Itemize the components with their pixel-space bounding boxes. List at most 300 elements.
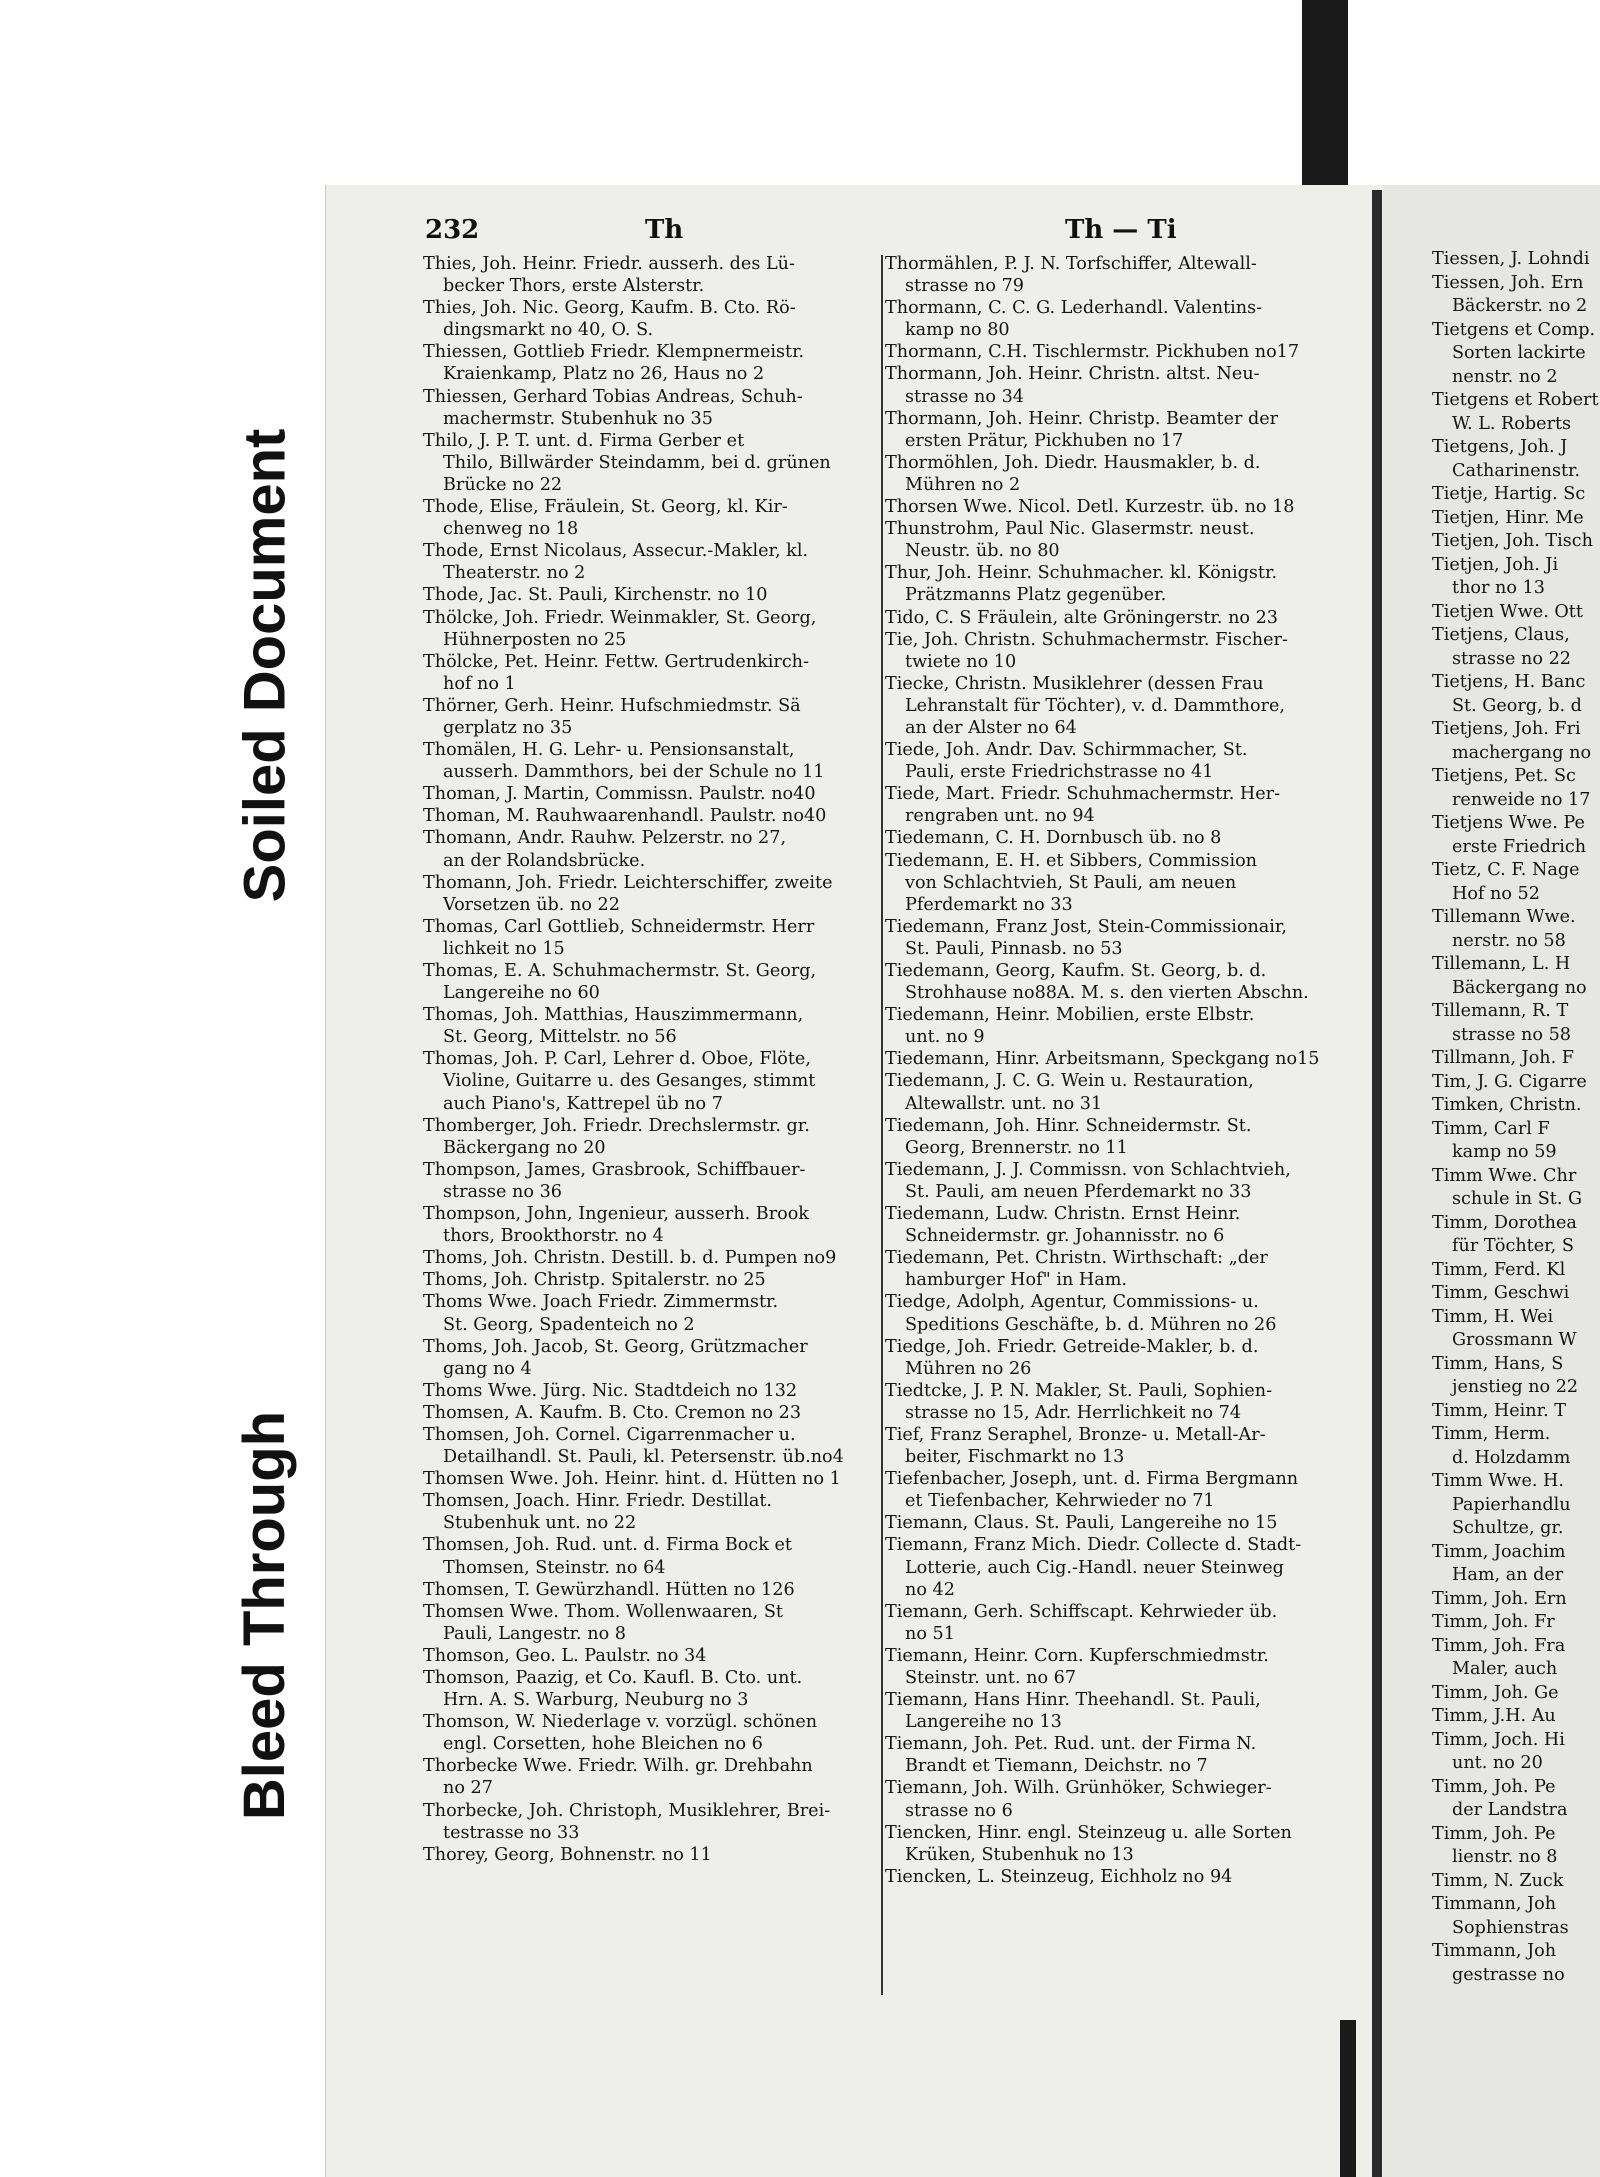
entry-line: Thomas, Joh. Matthias, Hauszimmermann, [423,1005,804,1026]
entry-line: Timm Wwe. Chr [1432,1165,1577,1186]
entry-line: Thilo, J. P. T. unt. d. Firma Gerber et [423,430,745,451]
entry-line: Tido, C. S Fräulein, alte Gröningerstr. no 23 [885,607,1278,628]
entry-line: Thoms, Joh. Jacob, St. Georg, Grützmacher [423,1336,808,1357]
directory-entry [885,827,1365,849]
entry-line: Tiemann, Heinr. Corn. Kupferschmiedmstr. [885,1645,1269,1666]
entry-line: Timm, Dorothea [1432,1212,1577,1233]
entry-line: Timm, Joch. Hi [1432,1729,1565,1750]
directory-entry [423,607,883,651]
entry-line: nenstr. no 2 [1452,366,1558,387]
entry-line: Tillemann Wwe. [1432,907,1576,927]
entry-continuation: kamp no 80 [905,320,1010,341]
entry-line: Timm, Geschwi [1432,1283,1570,1303]
directory-entry [885,408,1365,452]
entry-line: Thorbecke Wwe. Friedr. Wilh. gr. Drehbahn [423,1756,813,1777]
directory-entry [423,739,883,783]
page-header [425,215,1355,249]
directory-entry [423,1159,883,1203]
entry-line: St. Georg, b. d [1452,695,1582,716]
directory-entry [885,1115,1365,1159]
entry-line: gestrasse no [1452,1964,1565,1985]
directory-entry [885,1336,1365,1380]
directory-entry [885,1159,1365,1203]
entry-line: Sorten lackirte [1452,343,1586,363]
entry-line: Tiedemann, Joh. Hinr. Schneidermstr. St. [885,1115,1252,1136]
entry-continuation: Mühren no 2 [905,474,1021,495]
entry-line: Thode, Elise, Fräulein, St. Georg, kl. Kir- [423,497,788,518]
entry-line: Tiede, Mart. Friedr. Schuhmachermstr. Her- [885,784,1281,805]
running-head-right: Th — Ti [1065,215,1177,245]
directory-entry [885,562,1365,606]
entry-line: Tiessen, Joh. Ern [1432,272,1584,293]
entry-continuation: Stubenhuk unt. no 22 [443,1513,637,1534]
entry-continuation: becker Thors, erste Alsterstr. [443,276,705,297]
entry-line: jenstieg no 22 [1452,1377,1579,1397]
entry-continuation: strasse no 6 [905,1800,1013,1821]
directory-entry [885,1689,1365,1733]
directory-entry [885,1247,1365,1291]
entry-continuation: Steinstr. unt. no 67 [905,1668,1077,1688]
entry-line: Thiessen, Gottlieb Friedr. Klempnermeistr. [423,342,805,363]
entry-line: Thomann, Joh. Friedr. Leichterschiffer, zweite [423,872,833,893]
entry-line: Timm, Heinr. T [1432,1400,1567,1421]
directory-entry [885,1380,1365,1424]
entry-line: Tiencken, L. Steinzeug, Eichholz no 94 [885,1866,1233,1887]
entry-continuation: St. Georg, Spadenteich no 2 [443,1314,695,1335]
entry-line: für Töchter, S [1452,1236,1574,1256]
directory-entry [885,1822,1365,1866]
entry-continuation: an der Rolandsbrücke. [443,850,646,871]
entry-line: d. Holzdamm [1452,1447,1571,1468]
entry-continuation: Altewallstr. unt. no 31 [905,1093,1103,1114]
directory-entry [423,1269,883,1291]
entry-line: Catharinenstr. [1452,460,1581,481]
entry-line: Thomas, E. A. Schuhmachermstr. St. Georg, [423,961,817,981]
directory-entry [885,297,1365,341]
entry-line: Timmann, Joh [1432,1941,1557,1961]
page-number: 232 [425,215,480,245]
directory-entry [885,1866,1365,1888]
directory-entry [885,783,1365,827]
entry-line: Tiedtcke, J. P. N. Makler, St. Pauli, Sophien- [885,1380,1273,1401]
entry-continuation: Lehranstalt für Töchter), v. d. Dammthore, [905,695,1286,716]
entry-line: schule in St. G [1452,1189,1583,1209]
entry-line: Tiessen, J. Lohndi [1432,249,1590,269]
entry-continuation: lichkeit no 15 [443,938,565,959]
entry-line: Timm, Joh. Pe [1432,1823,1556,1844]
entry-line: Timm, Hans, S [1432,1353,1564,1374]
directory-entry [423,1667,883,1711]
entry-line: Timm, H. Wei [1432,1306,1554,1327]
entry-line: Tiedemann, E. H. et Sibbers, Commission [885,850,1257,871]
entry-line: Tiemann, Joh. Pet. Rud. unt. der Firma N. [885,1734,1257,1755]
entry-continuation: Pauli, Langestr. no 8 [443,1623,626,1644]
directory-entry [423,1247,883,1269]
entry-continuation: engl. Corsetten, hohe Bleichen no 6 [443,1734,763,1755]
entry-line: Thoms, Joh. Christp. Spitalerstr. no 25 [423,1270,766,1291]
entry-continuation: St. Pauli, Pinnasb. no 53 [905,938,1123,959]
entry-continuation: Krüken, Stubenhuk no 13 [905,1844,1134,1865]
entry-line: Tiemann, Hans Hinr. Theehandl. St. Pauli, [885,1690,1261,1711]
entry-line: Tiencken, Hinr. engl. Steinzeug u. alle Sorten [885,1822,1292,1843]
entry-line: Thormann, C. C. G. Lederhandl. Valentins- [885,298,1263,319]
binding-shadow [1340,2020,1356,2177]
directory-entry [423,297,883,341]
directory-entry [885,629,1365,673]
entry-continuation: Theaterstr. no 2 [443,563,586,584]
entry-continuation: strasse no 79 [905,276,1024,297]
entry-line: thor no 13 [1452,578,1545,598]
directory-entry [885,1291,1365,1335]
entry-line: Tietgens et Comp. [1432,319,1596,340]
entry-line: Bäckerstr. no 2 [1452,296,1588,316]
entry-continuation: rengraben unt. no 94 [905,806,1095,827]
entry-line: Timm, Joachim [1432,1541,1566,1562]
entry-line: Thomas, Carl Gottlieb, Schneidermstr. Herr [423,916,815,937]
directory-entry [885,673,1365,739]
entry-line: Tiedemann, J. J. Commissn. von Schlachtvieh, [885,1159,1291,1180]
entry-line: nerstr. no 58 [1452,930,1566,951]
entry-continuation: gerplatz no 35 [443,717,573,738]
entry-continuation: no 42 [905,1579,955,1600]
entry-line: Tietjens, Joh. Fri [1432,719,1581,739]
directory-entry [885,607,1365,629]
entry-continuation: Thomsen, Steinstr. no 64 [443,1557,666,1578]
entry-line: strasse no 22 [1452,648,1571,669]
entry-line: Thode, Ernst Nicolaus, Assecur.-Makler, kl. [423,541,809,562]
directory-entry [885,916,1365,960]
entry-continuation: Mühren no 26 [905,1358,1032,1379]
entry-line: Tietje, Hartig. Sc [1432,484,1586,504]
directory-entry [885,850,1365,916]
directory-entry [423,872,883,916]
entry-line: Tiedemann, Georg, Kaufm. St. Georg, b. d. [885,961,1267,981]
entry-line: Timm, Joh. Ge [1432,1682,1559,1703]
entry-line: Timm, Ferd. Kl [1432,1259,1566,1280]
entry-line: Timm Wwe. H. [1432,1471,1564,1491]
entry-line: Timm, J.H. Au [1432,1706,1556,1726]
binding-shadow [1302,0,1348,185]
directory-entry [423,1203,883,1247]
directory-entry [423,430,883,496]
entry-line: Tiefenbacher, Joseph, unt. d. Firma Bergmann [885,1469,1299,1490]
directory-entry [423,496,883,540]
entry-line: Tietjen Wwe. Ott [1432,601,1583,622]
entry-continuation: no 27 [443,1778,493,1799]
entry-continuation: ersten Prätur, Pickhuben no 17 [905,430,1184,451]
entry-line: Thörner, Gerh. Heinr. Hufschmiedmstr. Sä [423,695,801,716]
entry-line: Hof no 52 [1452,883,1540,904]
entry-line: strasse no 58 [1452,1024,1571,1045]
directory-entry [885,1468,1365,1512]
entry-line: Tiedemann, Franz Jost, Stein-Commissionair, [885,916,1287,937]
directory-entry [885,253,1365,297]
entry-line: Thormann, Joh. Heinr. Christp. Beamter der [885,408,1279,429]
stamp-text: Bleed Through [232,1410,298,1820]
entry-line: Tiemann, Claus. St. Pauli, Langereihe no 15 [885,1513,1278,1534]
entry-continuation: Vorsetzen üb. no 22 [443,894,620,915]
entry-line: Tief, Franz Seraphel, Bronze- u. Metall-Ar- [885,1424,1266,1445]
directory-entry [885,341,1365,363]
entry-continuation: ausserh. Dammthors, bei der Schule no 11 [443,762,825,783]
entry-line: Timm, Joh. Fra [1432,1635,1566,1656]
entry-continuation: Bäckergang no 20 [443,1137,606,1158]
entry-line: Thomsen, Joach. Hinr. Friedr. Destillat. [423,1491,772,1512]
entry-line: Thoms Wwe. Joach Friedr. Zimmermstr. [423,1292,779,1313]
entry-line: Thorsen Wwe. Nicol. Detl. Kurzestr. üb. no 18 [885,497,1295,518]
entry-line: Thomann, Andr. Rauhw. Pelzerstr. no 27, [423,828,787,849]
entry-line: Timm, Joh. Pe [1432,1776,1556,1797]
stamp-text: Soiled Document [232,428,298,902]
directory-entry [885,1004,1365,1048]
directory-entry [885,1512,1365,1534]
directory-entry [423,1004,883,1048]
directory-entry [885,1048,1365,1070]
directory-entry [885,496,1365,518]
directory-entry [423,1711,883,1755]
entry-continuation: strasse no 36 [443,1181,562,1202]
entry-continuation: Brücke no 22 [443,474,563,495]
entry-continuation: Schneidermstr. gr. Johannisstr. no 6 [905,1226,1225,1247]
entry-continuation: Brandt et Tiemann, Deichstr. no 7 [905,1756,1208,1777]
entry-line: Grossmann W [1452,1330,1577,1350]
entry-continuation: Neustr. üb. no 80 [905,541,1060,562]
entry-line: Thoman, J. Martin, Commissn. Paulstr. no40 [423,784,816,805]
directory-entry [423,1115,883,1159]
entry-line: Tillmann, Joh. F [1432,1048,1575,1068]
entry-line: Thomsen, Joh. Rud. unt. d. Firma Bock et [423,1535,792,1556]
entry-continuation: St. Pauli, am neuen Pferdemarkt no 33 [905,1181,1252,1202]
entry-continuation: et Tiefenbacher, Kehrwieder no 71 [905,1491,1215,1512]
entry-line: Thorey, Georg, Bohnenstr. no 11 [423,1844,712,1865]
entry-line: Tiedemann, Ludw. Christn. Ernst Heinr. [885,1204,1241,1225]
entry-line: Tim, J. G. Cigarre [1432,1071,1587,1092]
entry-line: Thomas, Joh. P. Carl, Lehrer d. Oboe, Flöte, [423,1049,811,1070]
entry-line: Tietgens et Robert [1432,390,1599,410]
entry-line: Thunstrohm, Paul Nic. Glasermstr. neust. [885,519,1255,540]
directory-entry [885,1070,1365,1114]
entry-line: Tiemann, Joh. Wilh. Grünhöker, Schwieger- [885,1778,1272,1799]
entry-line: Thormann, Joh. Heinr. Christn. altst. Neu- [885,364,1260,385]
directory-entry [423,827,883,871]
entry-line: Thomsen Wwe. Thom. Wollenwaaren, St [423,1601,783,1622]
entry-continuation: machermstr. Stubenhuk no 35 [443,408,713,429]
entry-line: Thoman, M. Rauhwaarenhandl. Paulstr. no40 [423,806,827,827]
directory-entry [423,1755,883,1799]
entry-line: Tiedemann, Hinr. Arbeitsmann, Speckgang no15 [885,1049,1320,1070]
entry-line: Thormählen, P. J. N. Torfschiffer, Altewall- [885,254,1257,274]
entry-line: Thies, Joh. Heinr. Friedr. ausserh. des Lü- [423,254,795,274]
entry-continuation: Prätzmanns Platz gegenüber. [905,585,1167,606]
entry-continuation: Strohhause no88A. M. s. den vierten Abschn. [905,983,1309,1004]
entry-line: W. L. Roberts [1452,413,1572,434]
directory-entry [423,1048,883,1114]
entry-continuation: thors, Brookthorstr. no 4 [443,1226,664,1247]
directory-column-left [423,253,883,1866]
directory-entry [423,695,883,739]
directory-entry [423,1380,883,1402]
entry-line: Thomberger, Joh. Friedr. Drechslermstr. gr. [423,1115,810,1136]
entry-line: Tiedemann, Pet. Christn. Wirthschaft: „der [885,1248,1268,1269]
entry-line: Timmann, Joh [1432,1894,1557,1914]
directory-entry [423,253,883,297]
entry-line: Tiemann, Gerh. Schiffscapt. Kehrwieder üb. [885,1601,1278,1622]
entry-line: Thode, Jac. St. Pauli, Kirchenstr. no 10 [423,585,768,606]
entry-continuation: Langereihe no 13 [905,1712,1062,1733]
directory-entry [423,1490,883,1534]
directory-entry [423,1291,883,1335]
directory-entry [423,1844,883,1866]
page-gutter [1372,190,1382,2177]
entry-line: Schultze, gr. [1452,1518,1564,1538]
entry-continuation: St. Georg, Mittelstr. no 56 [443,1027,677,1048]
entry-line: Thomson, W. Niederlage v. vorzügl. schönen [423,1712,818,1733]
entry-continuation: hof no 1 [443,673,516,694]
entry-line: Tietjen, Joh. Tisch [1432,531,1593,551]
directory-entry [885,518,1365,562]
entry-line: renweide no 17 [1452,789,1591,810]
directory-entry [423,386,883,430]
entry-continuation: strasse no 34 [905,386,1024,407]
entry-line: Timm, Joh. Fr [1432,1612,1555,1632]
directory-entry [423,783,883,805]
entry-line: Tietjens, H. Banc [1432,672,1586,692]
directory-entry [423,1424,883,1468]
entry-continuation: Georg, Brennerstr. no 11 [905,1137,1128,1158]
directory-entry [423,1645,883,1667]
directory-entry [885,1733,1365,1777]
directory-column-facing-page [1432,248,1600,1987]
entry-continuation: Lotterie, auch Cig.-Handl. neuer Steinweg [905,1557,1284,1578]
directory-entry [423,341,883,385]
entry-line: der Landstra [1452,1800,1568,1820]
entry-line: lienstr. no 8 [1452,1847,1558,1867]
entry-line: Timm, Joh. Ern [1432,1588,1567,1609]
entry-line: erste Friedrich [1452,836,1587,857]
entry-line: Thormöhlen, Joh. Diedr. Hausmakler, b. d. [885,452,1261,473]
soiled-document-stamp [215,355,315,975]
entry-line: Thomsen, A. Kaufm. B. Cto. Cremon no 23 [423,1402,802,1423]
entry-continuation: strasse no 15, Adr. Herrlichkeit no 74 [905,1402,1242,1423]
entry-continuation: Thilo, Billwärder Steindamm, bei d. grünen [443,452,831,473]
entry-line: Thölcke, Joh. Friedr. Weinmakler, St. Georg, [423,607,817,628]
entry-line: Timm, Carl F [1432,1118,1550,1139]
directory-entry [423,1579,883,1601]
entry-continuation: testrasse no 33 [443,1822,580,1843]
entry-line: Papierhandlu [1452,1494,1571,1515]
entry-continuation: no 51 [905,1623,955,1644]
entry-continuation: Hrn. A. S. Warburg, Neuburg no 3 [443,1690,749,1711]
entry-line: Tie, Joh. Christn. Schuhmachermstr. Fischer- [885,629,1288,650]
directory-entry [885,363,1365,407]
entry-line: Tiedemann, Heinr. Mobilien, erste Elbstr. [885,1005,1255,1026]
entry-continuation: Langereihe no 60 [443,983,600,1004]
entry-line: Tiemann, Franz Mich. Diedr. Collecte d. Stadt- [885,1535,1302,1556]
entry-line: Thomson, Paazig, et Co. Kaufl. B. Cto. unt. [423,1668,803,1688]
entry-line: Thoms Wwe. Jürg. Nic. Stadtdeich no 132 [423,1380,798,1401]
directory-entry [423,651,883,695]
entry-line: Ham, an der [1452,1565,1564,1585]
entry-continuation: hamburger Hof" in Ham. [905,1270,1127,1291]
entry-line: Thompson, John, Ingenieur, ausserh. Brook [423,1204,809,1225]
directory-entry [423,584,883,606]
entry-line: Tiedge, Adolph, Agentur, Commissions- u. [885,1292,1259,1313]
directory-entry [423,1601,883,1645]
entry-line: Tiedemann, J. C. G. Wein u. Restauration, [885,1071,1254,1092]
directory-entry [885,1601,1365,1645]
entry-line: Thur, Joh. Heinr. Schuhmacher. kl. Königstr. [885,563,1278,584]
entry-line: Thompson, James, Grasbrook, Schiffbauer- [423,1159,806,1180]
entry-line: Tietjen, Joh. Ji [1432,554,1559,575]
directory-entry [885,1534,1365,1600]
directory-entry [423,1468,883,1490]
entry-line: Tillemann, R. T [1432,1001,1569,1021]
directory-entry [423,540,883,584]
entry-line: Thomson, Geo. L. Paulstr. no 34 [423,1645,707,1666]
directory-entry [885,1203,1365,1247]
entry-line: Tiede, Joh. Andr. Dav. Schirmmacher, St. [885,740,1248,761]
entry-line: Tietz, C. F. Nage [1432,860,1580,880]
entry-continuation: Detailhandl. St. Pauli, kl. Petersenstr. üb.no4 [443,1447,844,1468]
entry-continuation: twiete no 10 [905,651,1017,672]
directory-entry [885,1645,1365,1689]
entry-line: Thomälen, H. G. Lehr- u. Pensionsanstalt, [423,740,795,761]
directory-entry [885,739,1365,783]
directory-entry [423,916,883,960]
entry-line: kamp no 59 [1452,1142,1557,1162]
directory-entry [423,960,883,1004]
directory-entry [423,805,883,827]
entry-continuation: von Schlachtvieh, St Pauli, am neuen [905,872,1237,893]
entry-continuation: an der Alster no 64 [905,717,1077,738]
entry-line: Thies, Joh. Nic. Georg, Kaufm. B. Cto. Rö- [423,298,796,319]
directory-entry [423,1534,883,1578]
column-divider [881,255,883,1995]
entry-line: Tietjens Wwe. Pe [1432,813,1585,833]
entry-continuation: chenweg no 18 [443,519,579,540]
directory-entry [423,1800,883,1844]
directory-entry [885,452,1365,496]
directory-entry [423,1402,883,1424]
running-head-left: Th [645,215,684,245]
entry-continuation: Speditions Geschäfte, b. d. Mühren no 26 [905,1314,1277,1335]
entry-line: Thölcke, Pet. Heinr. Fettw. Gertrudenkirch- [423,651,809,672]
entry-line: Thorbecke, Joh. Christoph, Musiklehrer, Brei- [423,1800,831,1821]
entry-line: Thomsen, T. Gewürzhandl. Hütten no 126 [423,1579,795,1600]
entry-line: Timken, Christn. [1432,1095,1582,1115]
entry-continuation: auch Piano's, Kattrepel üb no 7 [443,1093,723,1114]
entry-line: Tiecke, Christn. Musiklehrer (dessen Frau [885,673,1264,694]
entry-continuation: Pauli, erste Friedrichstrasse no 41 [905,762,1214,783]
entry-line: Tiedemann, C. H. Dornbusch üb. no 8 [885,828,1222,849]
entry-line: Bäckergang no [1452,977,1587,998]
entry-line: Tietjens, Pet. Sc [1432,766,1576,786]
entry-continuation: unt. no 9 [905,1027,985,1048]
entry-line: Timm, Herm. [1432,1424,1551,1444]
entry-line: Thormann, C.H. Tischlermstr. Pickhuben no17 [885,342,1300,363]
entry-line: Tietjens, Claus, [1432,625,1570,645]
directory-entry [423,1336,883,1380]
entry-continuation: Hühnerposten no 25 [443,629,627,650]
entry-line: Tillemann, L. H [1432,954,1571,974]
entry-line: Thomsen, Joh. Cornel. Cigarrenmacher u. [423,1424,796,1445]
entry-line: Sophienstras [1452,1917,1569,1938]
entry-line: unt. no 20 [1452,1753,1543,1773]
directory-entry [885,1424,1365,1468]
entry-continuation: Kraienkamp, Platz no 26, Haus no 2 [443,364,765,385]
directory-entry [885,1777,1365,1821]
entry-line: machergang no [1452,742,1592,763]
